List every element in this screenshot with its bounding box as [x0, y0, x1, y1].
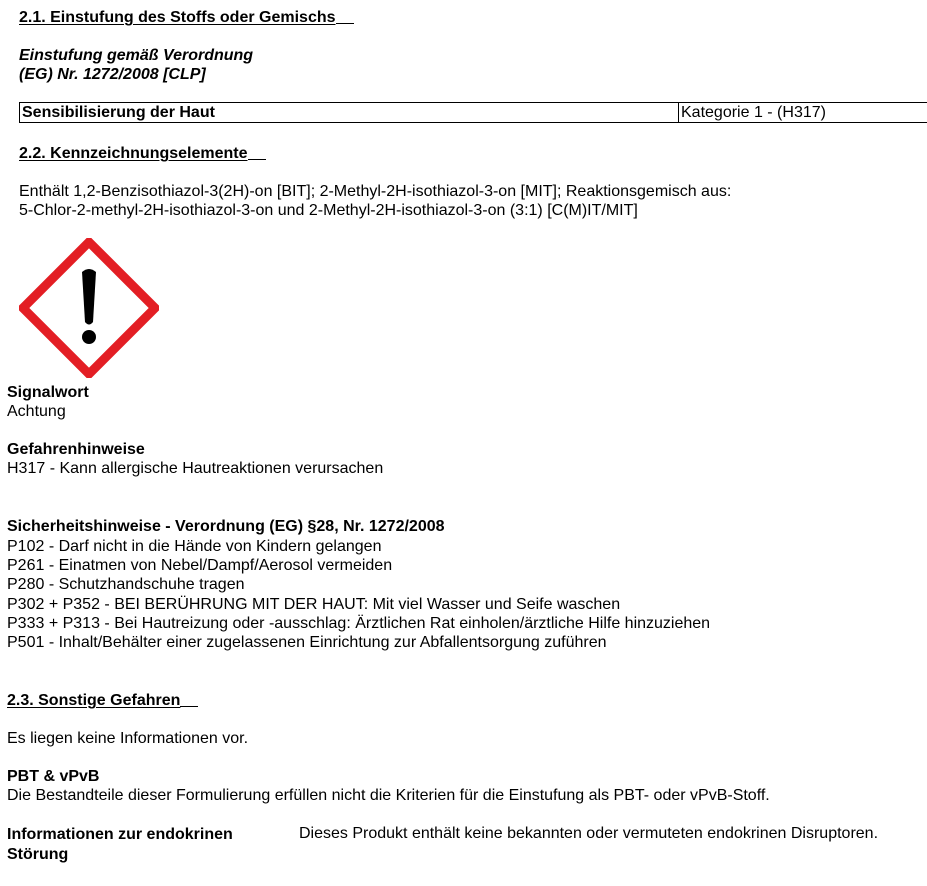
- precaution-item: P302 + P352 - BEI BERÜHRUNG MIT DER HAUT: Mit viel Wasser und Seife waschen: [7, 596, 621, 613]
- section-2-3-heading: 2.3. Sonstige Gefahren: [7, 691, 198, 710]
- contains-line-2: 5-Chlor-2-methyl-2H-isothiazol-3-on und 2-Methyl-2H-isothiazol-3-on (3:1) [C(M)IT/MIT]: [19, 202, 638, 219]
- other-hazards-text: Es liegen keine Informationen vor.: [7, 730, 249, 747]
- contains-line-1: Enthält 1,2-Benzisothiazol-3(2H)-on [BIT]; 2-Methyl-2H-isothiazol-3-on [MIT]; Reaktionsgemisch aus:: [19, 183, 732, 200]
- precaution-item: P102 - Darf nicht in die Hände von Kindern gelangen: [7, 538, 382, 555]
- ghs07-exclamation-icon: [19, 238, 159, 378]
- endocrine-text: Dieses Produkt enthält keine bekannten oder vermuteten endokrinen Disruptoren.: [299, 825, 879, 842]
- section-2-1-heading: 2.1. Einstufung des Stoffs oder Gemischs: [19, 8, 354, 27]
- pbt-vpvb-label: PBT & vPvB: [7, 768, 100, 785]
- hazard-class-cell: Sensibilisierung der Haut: [20, 103, 679, 123]
- precaution-item: P280 - Schutzhandschuhe tragen: [7, 576, 245, 593]
- precautionary-statements-label: Sicherheitshinweise - Verordnung (EG) §28, Nr. 1272/2008: [7, 518, 445, 535]
- table-row: [20, 103, 927, 123]
- endocrine-label-line1: Informationen zur endokrinen: [7, 826, 233, 843]
- classification-table: [19, 102, 927, 123]
- precaution-item: P261 - Einatmen von Nebel/Dampf/Aerosol vermeiden: [7, 557, 393, 574]
- pbt-vpvb-text: Die Bestandteile dieser Formulierung erfüllen nicht die Kriterien für die Einstufung als PBT- oder vPvB-Stoff.: [7, 787, 770, 804]
- precaution-item: P501 - Inhalt/Behälter einer zugelassenen Einrichtung zur Abfallentsorgung zuführen: [7, 634, 607, 651]
- section-2-2-heading: 2.2. Kennzeichnungselemente: [19, 144, 266, 163]
- clp-classification-label-line1: Einstufung gemäß Verordnung: [19, 47, 254, 64]
- hazard-statement: H317 - Kann allergische Hautreaktionen verursachen: [7, 460, 384, 477]
- precaution-item: P333 + P313 - Bei Hautreizung oder -ausschlag: Ärztlichen Rat einholen/ärztliche Hilfe hinzuziehen: [7, 615, 711, 632]
- clp-classification-label-line2: (EG) Nr. 1272/2008 [CLP]: [19, 66, 206, 83]
- signal-word-value: Achtung: [7, 403, 66, 420]
- endocrine-label-line2: Störung: [7, 846, 69, 863]
- hazard-category-cell: Kategorie 1 - (H317): [679, 103, 927, 123]
- signal-word-label: Signalwort: [7, 384, 89, 401]
- hazard-statements-label: Gefahrenhinweise: [7, 441, 145, 458]
